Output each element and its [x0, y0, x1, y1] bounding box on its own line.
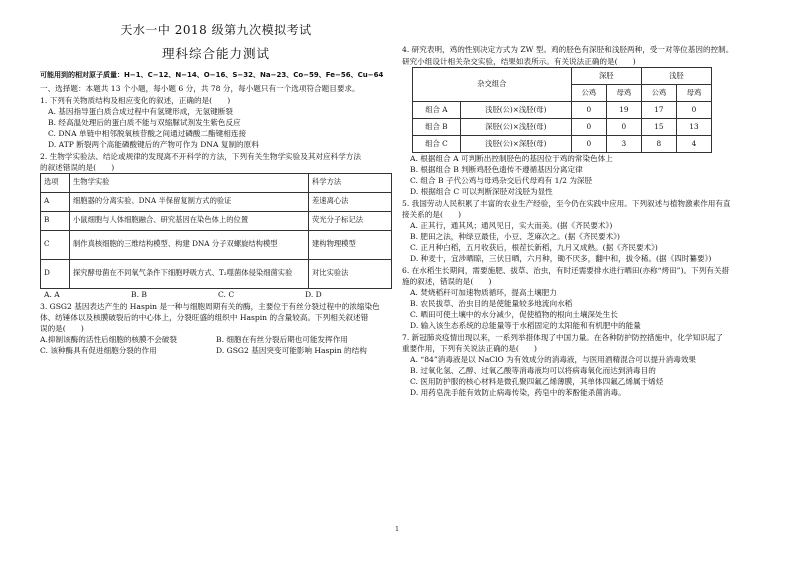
- table-cell: 深胫(公)×浅胫(母): [460, 119, 571, 136]
- q3-options-row1: [40, 334, 392, 345]
- table-header-cell: 母鸡: [606, 85, 641, 102]
- q6-option-b: B. 农民拔草、治虫目的是使能量较多地流向水稻: [410, 299, 573, 308]
- table-row: [413, 136, 712, 153]
- q4-option-b: B. 根据组合 B 判断鸡胫色遗传不遵循基因分离定律: [410, 165, 583, 174]
- q1-stem: 1. 下列有关物质结构及相应变化的叙述，正确的是( ): [40, 95, 231, 105]
- table-row: [413, 102, 712, 119]
- right-column: [402, 0, 762, 398]
- table-cell: 制作真核细胞的三维结构模型、构建 DNA 分子双螺旋结构模型: [70, 230, 309, 259]
- table-cell: 0: [571, 136, 606, 153]
- table-cell: 4: [676, 136, 711, 153]
- q6-option-d: D. 输入该生态系统的总能量等于水稻固定的太阳能和有机肥中的能量: [410, 321, 641, 330]
- q6-option-c: C. 晒田可使土壤中的水分减少，促使植物的根向土壤深处生长: [410, 310, 618, 319]
- table-cell: 差速离心法: [309, 192, 392, 211]
- q7-option-d: D. 用药皂洗手能有效防止病毒传染，药皂中的苯酚能杀菌消毒。: [410, 388, 626, 397]
- table-cell: B: [41, 211, 70, 230]
- q1-option-d: D. ATP 断裂两个高能磷酸键后的产物可作为 DNA 复制的原料: [48, 139, 259, 149]
- table-cell: D: [41, 259, 70, 288]
- q2-option-a: A. A: [44, 289, 60, 299]
- table-row: [413, 119, 712, 136]
- q3-stem-line1: 3. GSG2 基因表达产生的 Haspin 是一种与细胞周期有关的酶，主要位于有丝分裂过程中的浓缩染色: [40, 301, 380, 311]
- q1-option-b: B. 经高温处理后的蛋白质不能与双缩脲试剂发生紫色反应: [48, 117, 241, 127]
- table-cell: 组合 B: [413, 119, 461, 136]
- q7-option-c: C. 医用防护服的核心材料是微孔聚四氟乙烯薄膜，其单体四氟乙烯属于烯烃: [410, 377, 664, 386]
- table-cell: 0: [571, 119, 606, 136]
- q2-table: [40, 173, 392, 289]
- table-header-row: [41, 173, 392, 192]
- table-header-cell: 生物学实验: [70, 173, 309, 192]
- table-header-cell: 深胫: [571, 68, 641, 85]
- table-header-cell: 杂交组合: [413, 68, 572, 102]
- q5-option-b: B. 肥田之法，种绿豆最佳，小豆、芝麻次之。(据《齐民要术》): [410, 232, 620, 241]
- q2-stem-line1: 2. 生物学实验法、结论或规律的发现离不开科学的方法，下列有关生物学实验及其对应科学方法: [40, 151, 361, 161]
- q5-stem-line2: 接关系的是( ): [402, 210, 462, 219]
- table-cell: 对比实验法: [309, 259, 392, 288]
- q2-stem-line2: 的叙述错误的是( ): [40, 162, 115, 172]
- q6-stem-line1: 6. 在水稻生长期间，需要施肥、拔草、治虫，有时还需要排水进行晒田(亦称“烤田”)。下列有关措: [402, 266, 730, 275]
- table-cell: 0: [676, 102, 711, 119]
- q7-option-a: A. “84”消毒液是以 NaClO 为有效成分的消毒液，与医用酒精混合可以提升消毒效果: [410, 355, 697, 364]
- table-cell: 0: [606, 119, 641, 136]
- atomic-masses: 可能用到的相对原子质量：H−1、C−12、N−14、O−16、S−32、Na−23、Co−59、Fe−56、Cu−64: [40, 70, 384, 79]
- q4-stem-line2: 研究小组设计相关杂交实验，结果如表所示。有关说法正确的是( ): [402, 57, 636, 66]
- table-cell: 探究酵母菌在不同氧气条件下细胞呼吸方式、T₂噬菌体侵染细菌实验: [70, 259, 309, 288]
- q7-stem-line1: 7. 新冠肺炎疫情出现以来，一系列举措体现了中国力量。在各种防护防控措施中，化学知识起了: [402, 333, 723, 342]
- q4-option-d: D. 根据组合 C 可以判断深胫对浅胫为显性: [410, 187, 553, 196]
- q6-stem-line2: 施的叙述，错误的是( ): [402, 277, 492, 286]
- table-row: [41, 192, 392, 211]
- exam-subtitle: 理科综合能力测试: [161, 46, 270, 62]
- table-cell: 17: [641, 102, 676, 119]
- table-header-row: [413, 68, 712, 85]
- table-cell: 0: [571, 102, 606, 119]
- table-cell: 15: [641, 119, 676, 136]
- q3-stem-line3: 误的是( ): [40, 323, 84, 333]
- q4-table: [412, 67, 712, 153]
- q7-stem-line2: 重要作用，下列有关说法正确的是( ): [402, 344, 538, 353]
- table-cell: C: [41, 230, 70, 259]
- table-cell: 19: [606, 102, 641, 119]
- q4-stem-line1: 4. 研究表明，鸡的性别决定方式为 ZW 型。鸡的胫色有深胫和浅胫两种，受一对等位基因的控制。: [402, 45, 734, 54]
- exam-title: 天水一中 2018 级第九次模拟考试: [120, 23, 312, 37]
- q5-option-c: C. 正月种白稻，五月收获后，根茬长新稻，九月又成熟。(据《齐民要术》): [410, 243, 658, 252]
- section-heading: 一、选择题：本题共 13 个小题，每小题 6 分，共 78 分，每小题只有一个选项符合题目要求。: [40, 83, 360, 93]
- q1-option-c: C. DNA 单链中相邻脱氧核苷酸之间通过磷酸二酯键相连接: [48, 128, 247, 138]
- table-header-cell: 科学方法: [309, 173, 392, 192]
- q2-option-b: B. B: [131, 289, 147, 299]
- q6-option-a: A. 焚烧稻秆可加速物质循环，提高土壤肥力: [410, 288, 557, 297]
- q5-stem-line1: 5. 我国劳动人民积累了丰富的农业生产经验，至今仍在实践中应用。下列叙述与植物激素作用有直: [402, 199, 731, 208]
- q5-option-d: D. 种麦十，宜涉晒晾，三伏日晒，六月种，锄不厌多，翻中和，拔令稀。(据《四时纂要》): [410, 254, 712, 263]
- left-column: [40, 0, 392, 356]
- table-cell: 浅胫(公)×深胫(母): [460, 136, 571, 153]
- table-header-cell: 公鸡: [641, 85, 676, 102]
- page-number: 1: [395, 526, 399, 533]
- table-cell: 3: [606, 136, 641, 153]
- table-cell: 13: [676, 119, 711, 136]
- table-cell: 浅胫(公)×浅胫(母): [460, 102, 571, 119]
- table-row: [41, 211, 392, 230]
- table-cell: 荧光分子标记法: [309, 211, 392, 230]
- q3-option-d: D. GSG2 基因突变可能影响 Haspin 的结构: [216, 345, 367, 355]
- q3-option-a: A.抑制该酶的活性后细胞的核膜不会破裂: [40, 334, 177, 344]
- table-cell: 组合 A: [413, 102, 461, 119]
- table-row: [41, 259, 392, 288]
- table-header-cell: 浅胫: [641, 68, 711, 85]
- q3-option-b: B. 细胞在有丝分裂后期也可能发挥作用: [216, 334, 348, 344]
- q7-option-b: B. 过氧化氢、乙醇、过氧乙酸等消毒液均可以将病毒氧化而达到消毒目的: [410, 366, 656, 375]
- q3-stem-line2: 体、纺锤体以及核膜破裂后的中心体上，分裂旺盛的组织中 Haspin 的含量较高。下列相关叙述错: [40, 312, 369, 322]
- q1-option-a: A. 基因指导蛋白质合成过程中有氢键形成，无氢键断裂: [48, 106, 233, 116]
- q2-options: [40, 289, 392, 300]
- q4-option-a: A. 根据组合 A 可判断出控制胫色的基因位于鸡的常染色体上: [410, 154, 613, 163]
- table-cell: A: [41, 192, 70, 211]
- q2-option-c: C. C: [218, 289, 235, 299]
- table-cell: 8: [641, 136, 676, 153]
- table-cell: 组合 C: [413, 136, 461, 153]
- table-cell: 小鼠细胞与人体细胞融合、研究基因在染色体上的位置: [70, 211, 309, 230]
- q3-options-row2: [40, 345, 392, 356]
- q2-option-d: D. D: [305, 289, 322, 299]
- q5-option-a: A. 正其行，通其风；通风见日，实大而美。(据《齐民要术》): [410, 221, 613, 230]
- table-header-cell: 选项: [41, 173, 70, 192]
- q3-option-c: C. 该种酶具有促进细胞分裂的作用: [40, 345, 157, 355]
- table-header-cell: 公鸡: [571, 85, 606, 102]
- table-cell: 细胞器的分离实验、DNA 半保留复制方式的验证: [70, 192, 309, 211]
- table-cell: 建构物理模型: [309, 230, 392, 259]
- table-header-cell: 母鸡: [676, 85, 711, 102]
- table-row: [41, 230, 392, 259]
- q4-option-c: C. 组合 B 子代公鸡与母鸡杂交后代母鸡有 1/2 为深胫: [410, 176, 593, 185]
